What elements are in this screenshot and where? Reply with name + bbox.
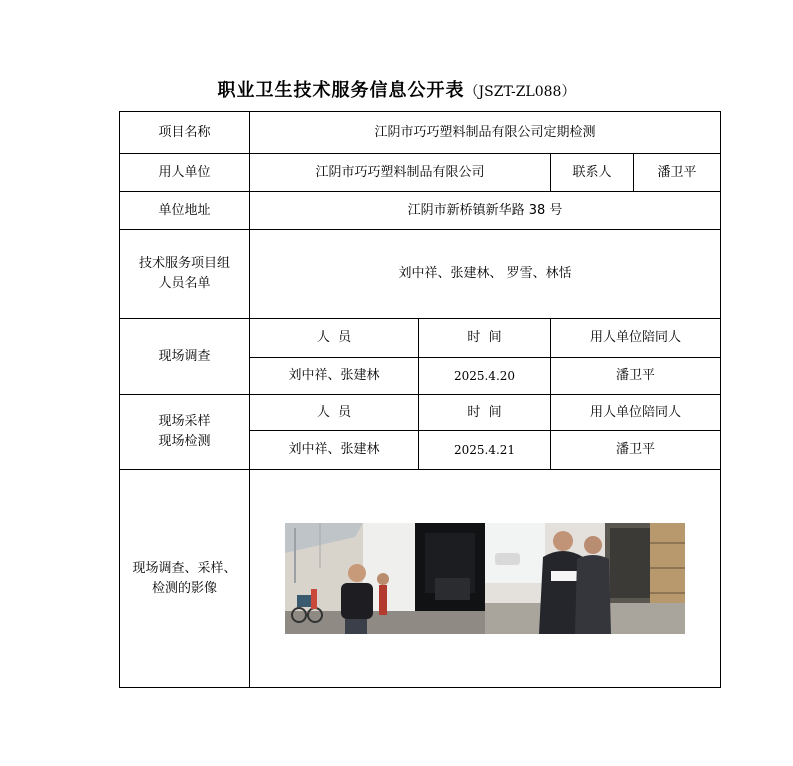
survey-header-escort: 用人单位陪同人 [551, 319, 721, 358]
survey-escort: 潘卫平 [551, 358, 721, 395]
sampling-label [120, 395, 250, 470]
site-photo-workshop [485, 523, 685, 634]
sampling-header-personnel: 人 员 [250, 395, 419, 431]
photo-strip [250, 523, 720, 634]
sampling-header-time: 时 间 [419, 395, 551, 431]
survey-header-time: 时 间 [419, 319, 551, 358]
info-table [119, 111, 721, 688]
row-sampling-header [120, 395, 721, 431]
project-name-value: 江阴市巧巧塑料制品有限公司定期检测 [250, 112, 721, 154]
team-label [120, 230, 250, 319]
row-project-name [120, 112, 721, 154]
images-label-line2: 检测的影像 [151, 580, 217, 596]
row-survey-header [120, 319, 721, 358]
images-cell [250, 470, 721, 688]
images-label-line1: 现场调查、采样、 [132, 560, 237, 576]
project-name-label: 项目名称 [120, 112, 250, 154]
address-label: 单位地址 [120, 192, 250, 230]
row-images [120, 470, 721, 688]
sampling-time: 2025.4.21 [419, 431, 551, 470]
address-value: 江阴市新桥镇新华路 38 号 [250, 192, 721, 230]
title-main: 职业卫生技术服务信息公开表 [217, 80, 465, 101]
document-title [0, 76, 793, 102]
site-photo-workshop-image [485, 523, 685, 634]
sampling-header-escort: 用人单位陪同人 [551, 395, 721, 431]
sampling-label-line2: 现场检测 [158, 434, 211, 449]
team-label-line2: 人员名单 [158, 276, 211, 291]
team-label-line1: 技术服务项目组 [138, 256, 230, 271]
employer-value: 江阴市巧巧塑料制品有限公司 [250, 154, 551, 192]
contact-label: 联系人 [551, 154, 634, 192]
survey-time: 2025.4.20 [419, 358, 551, 395]
sampling-label-line1: 现场采样 [158, 414, 211, 429]
site-photo-entrance-image [285, 523, 485, 634]
contact-value: 潘卫平 [634, 154, 721, 192]
images-label [120, 470, 250, 688]
sampling-escort: 潘卫平 [551, 431, 721, 470]
survey-header-personnel: 人 员 [250, 319, 419, 358]
employer-label: 用人单位 [120, 154, 250, 192]
survey-label: 现场调查 [120, 319, 250, 395]
team-value: 刘中祥、张建林、 罗雪、林恬 [250, 230, 721, 319]
row-address [120, 192, 721, 230]
sampling-personnel: 刘中祥、张建林 [250, 431, 419, 470]
row-employer [120, 154, 721, 192]
site-photo-entrance [285, 523, 485, 634]
title-code: （JSZT-ZL088） [464, 84, 576, 100]
survey-personnel: 刘中祥、张建林 [250, 358, 419, 395]
row-team [120, 230, 721, 319]
